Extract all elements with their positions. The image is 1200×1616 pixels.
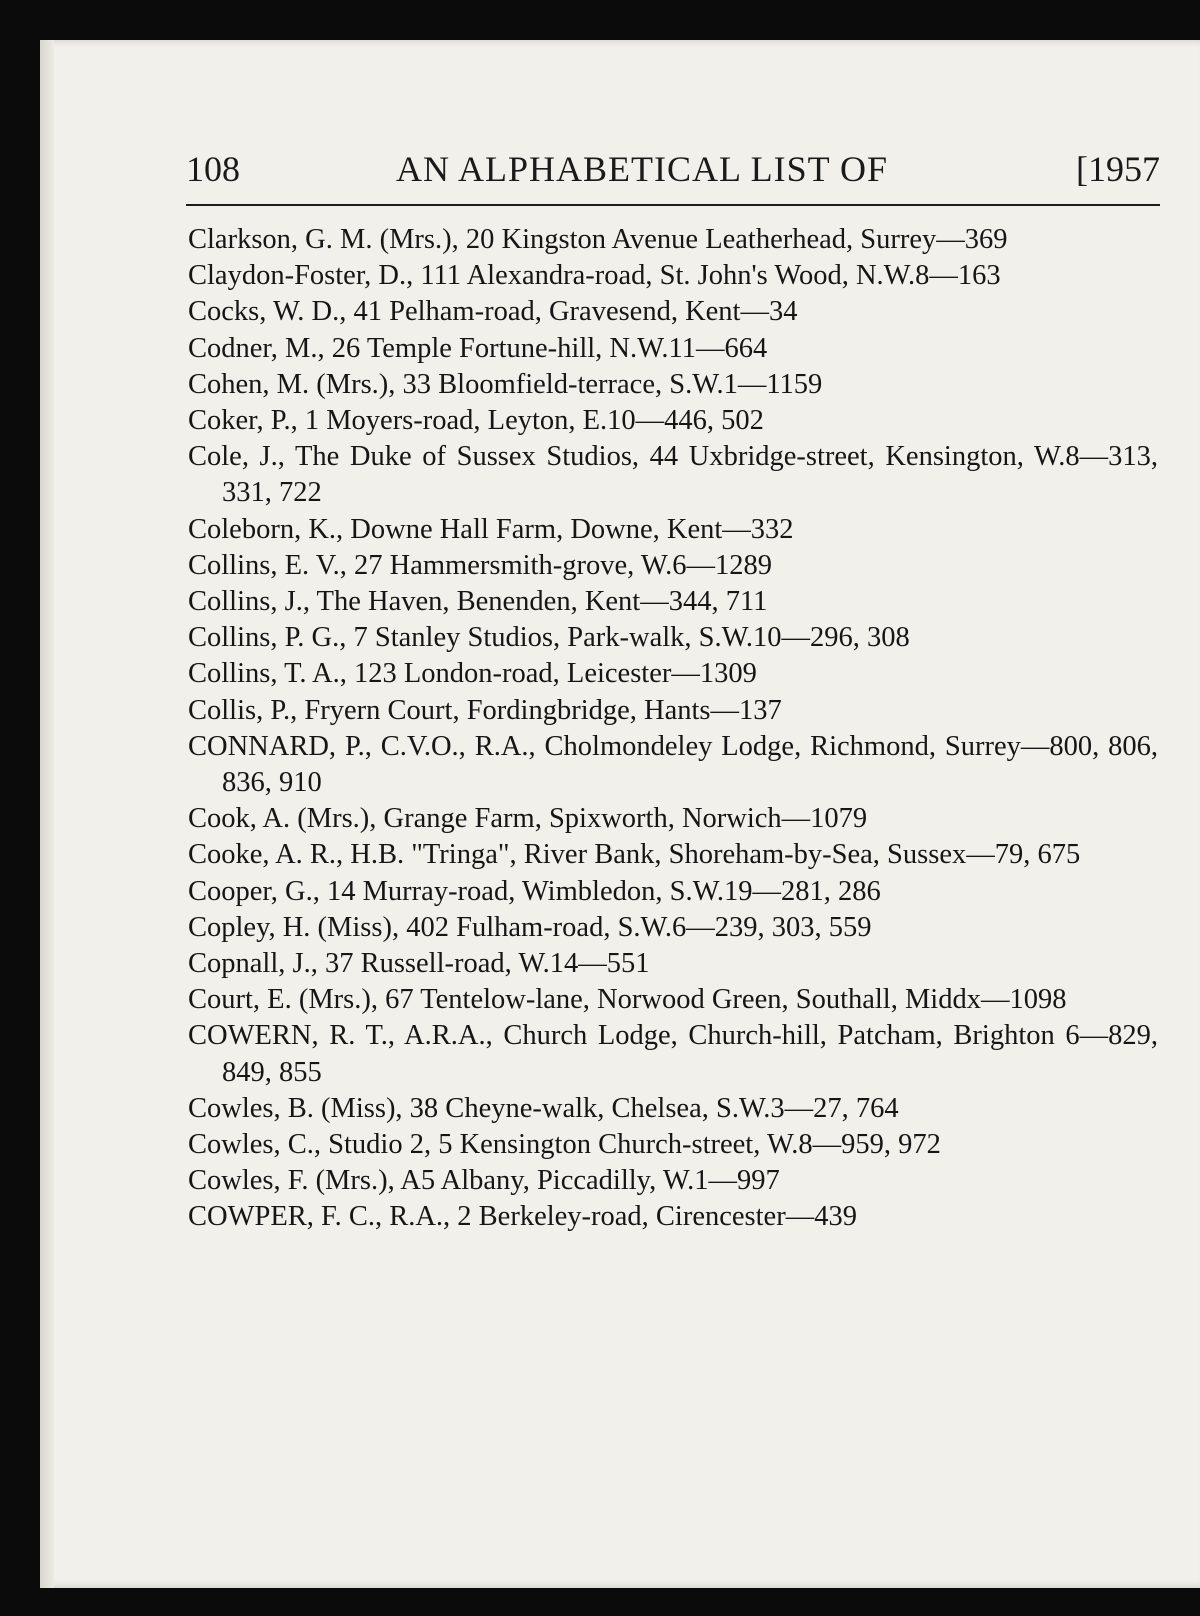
list-entry: CONNARD, P., C.V.O., R.A., Cholmondeley Lodge, Richmond, Surrey—800, 806, 836, 910	[188, 730, 1158, 799]
list-entry: Cole, J., The Duke of Sussex Studios, 44 Uxbridge-street, Kensington, W.8—313, 331, 722	[188, 441, 1158, 509]
list-entry: Copley, H. (Miss), 402 Fulham-road, S.W.6—239, 303, 559	[188, 911, 872, 943]
list-entry: Cooper, G., 14 Murray-road, Wimbledon, S.W.19—281, 286	[188, 875, 881, 907]
list-entry: Cowles, F. (Mrs.), A5 Albany, Piccadilly, W.1—997	[188, 1165, 780, 1197]
list-entry: Cohen, M. (Mrs.), 33 Bloomfield-terrace, S.W.1—1159	[188, 368, 823, 400]
page-edge	[40, 40, 54, 1588]
page-number: 108	[186, 149, 240, 189]
header-rule	[186, 204, 1160, 206]
list-entry: Coleborn, K., Downe Hall Farm, Downe, Kent—332	[188, 513, 794, 545]
running-header	[186, 148, 1160, 192]
list-entry: Cowles, C., Studio 2, 5 Kensington Church-street, W.8—959, 972	[188, 1129, 941, 1161]
list-entry: Collins, T. A., 123 London-road, Leicester—1309	[188, 658, 757, 690]
list-entry: COWPER, F. C., R.A., 2 Berkeley-road, Cirencester—439	[188, 1201, 857, 1233]
list-entry: Collins, J., The Haven, Benenden, Kent—344, 711	[188, 586, 768, 618]
list-entry: COWERN, R. T., A.R.A., Church Lodge, Church-hill, Patcham, Brighton 6—829, 849, 855	[188, 1020, 1158, 1088]
list-entry: Claydon-Foster, D., 111 Alexandra-road, St. John's Wood, N.W.8—163	[188, 260, 1001, 292]
list-entry: Collins, P. G., 7 Stanley Studios, Park-walk, S.W.10—296, 308	[188, 622, 910, 654]
list-entry: Cook, A. (Mrs.), Grange Farm, Spixworth, Norwich—1079	[188, 803, 868, 835]
list-entry: Cocks, W. D., 41 Pelham-road, Gravesend, Kent—34	[188, 296, 798, 328]
list-entry: Coker, P., 1 Moyers-road, Leyton, E.10—446, 502	[188, 405, 764, 437]
list-entry: Cowles, B. (Miss), 38 Cheyne-walk, Chelsea, S.W.3—27, 764	[188, 1092, 899, 1124]
list-entry: Collins, E. V., 27 Hammersmith-grove, W.6—1289	[188, 549, 772, 581]
list-entry: Collis, P., Fryern Court, Fordingbridge, Hants—137	[188, 694, 782, 726]
list-entry: Clarkson, G. M. (Mrs.), 20 Kingston Avenue Leatherhead, Surrey—369	[188, 224, 1008, 255]
entry-list	[188, 222, 1158, 1236]
page-title: AN ALPHABETICAL LIST OF	[396, 149, 889, 189]
list-entry: Cooke, A. R., H.B. "Tringa", River Bank, Shoreham-by-Sea, Sussex—79, 675	[188, 839, 1081, 871]
year-label: [1957	[1076, 149, 1160, 189]
list-entry: Court, E. (Mrs.), 67 Tentelow-lane, Norwood Green, Southall, Middx—1098	[188, 984, 1067, 1016]
list-entry: Codner, M., 26 Temple Fortune-hill, N.W.11—664	[188, 332, 768, 364]
list-entry: Copnall, J., 37 Russell-road, W.14—551	[188, 948, 650, 980]
